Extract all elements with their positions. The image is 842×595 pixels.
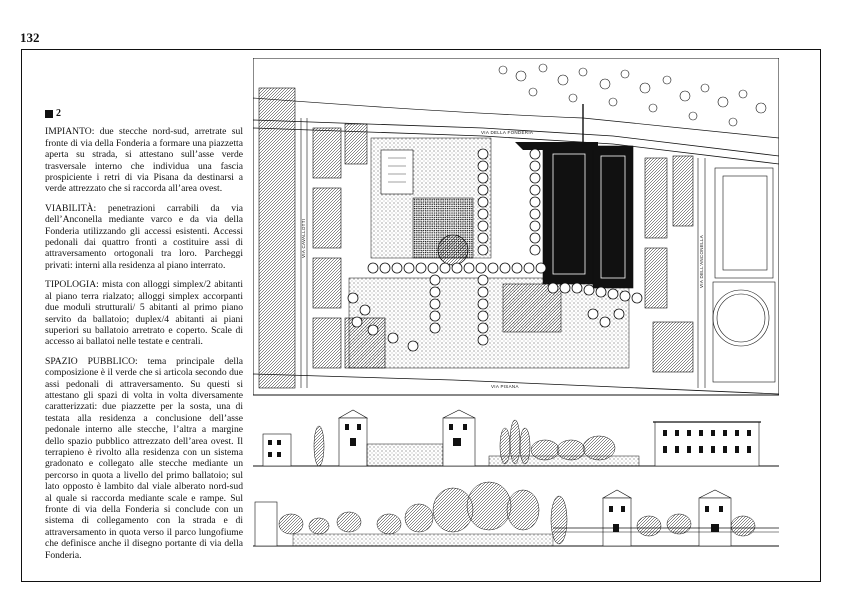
paragraph-body: penetrazioni carrabili da via dell’Anconella mediante varco e da via della Fonderia utilizzando gli accessi esistenti. Accessi pedonali dai quattro fronti a costituire assi di attraversamento ortogonali tra loro. Parcheggi privati: interni alla residenza al piano interrato. [45, 202, 243, 271]
site-plan [253, 58, 779, 395]
elevation-section-1 [253, 410, 779, 466]
architectural-drawings [253, 58, 779, 563]
paragraph-body: tema principale della composizione è il verde che si articola secondo due assi pedonali di attraversamento. Su questi si attestano gli spazi di volta in volta diversamente caratterizzati: due piazzette per la sosta, una di testata alla residenza a conclusione dell’asse pedonale interno alle stecche, l’altra a margine dello spazio pubblico attrezzato dell’area ovest. Il terrapieno è rivolto alla residenza con un sistema gradonato e collegato alle stecche mediante un percorso in quota a livello del primo ballatoio; sul lato opposto è lambito dal viale alberato nord-sud al quale si raccorda mediante scale e rampe. Sul fronte di via della Fonderia si conclude con un sistema di collegamento con la strada e di attraversamento in quota verso il parco lungofiume che definisce anche il disegno portante di via della Fonderia. [45, 355, 243, 561]
square-bullet-icon [45, 110, 53, 118]
paragraph-impianto [45, 126, 243, 194]
paragraph-spazio-pubblico [45, 356, 243, 561]
paragraph-heading: VIABILITÀ: [45, 202, 97, 214]
paragraph-heading: IMPIANTO: [45, 126, 95, 138]
paragraph-body: due stecche nord-sud, arretrate sul fronte di via della Fonderia a formare una piazzetta aperta su strada, si attestano sull’asse verde trasversale interno che individua una fascia prospiciente i retri di via Pisana da destinarsi a verde attrezzato che si raccorda all’area ovest. [45, 126, 243, 195]
project-marker [45, 108, 243, 119]
paragraph-tipologia [45, 279, 243, 347]
street-label-west: VIA CAVALLOTTI [301, 218, 306, 258]
drawings-svg [253, 58, 779, 563]
paragraph-viabilita [45, 203, 243, 271]
paragraph-body: mista con alloggi simplex/2 abitanti al piano terra rialzato; alloggi simplex accorpanti due moduli strutturali/ 5 abitanti al primo piano servito da ballatoio; duplex/4 abitanti ai piani superiori su ballatoio arretrato e coperto. Scale di accesso ai ballatoi nelle testate e centrali. [45, 279, 243, 348]
street-label-east: VIA DELL'ANCONELLA [699, 234, 704, 288]
paragraph-heading: SPAZIO PUBBLICO: [45, 355, 138, 367]
street-label-pisana: VIA PISANA [491, 384, 519, 389]
page-number: 132 [20, 30, 40, 45]
project-description [45, 108, 243, 569]
paragraph-heading: TIPOLOGIA: [45, 279, 99, 291]
street-label-fonderia: VIA DELLA FONDERIA [481, 130, 534, 135]
elevation-section-2 [253, 482, 779, 546]
project-number: 2 [56, 108, 61, 119]
